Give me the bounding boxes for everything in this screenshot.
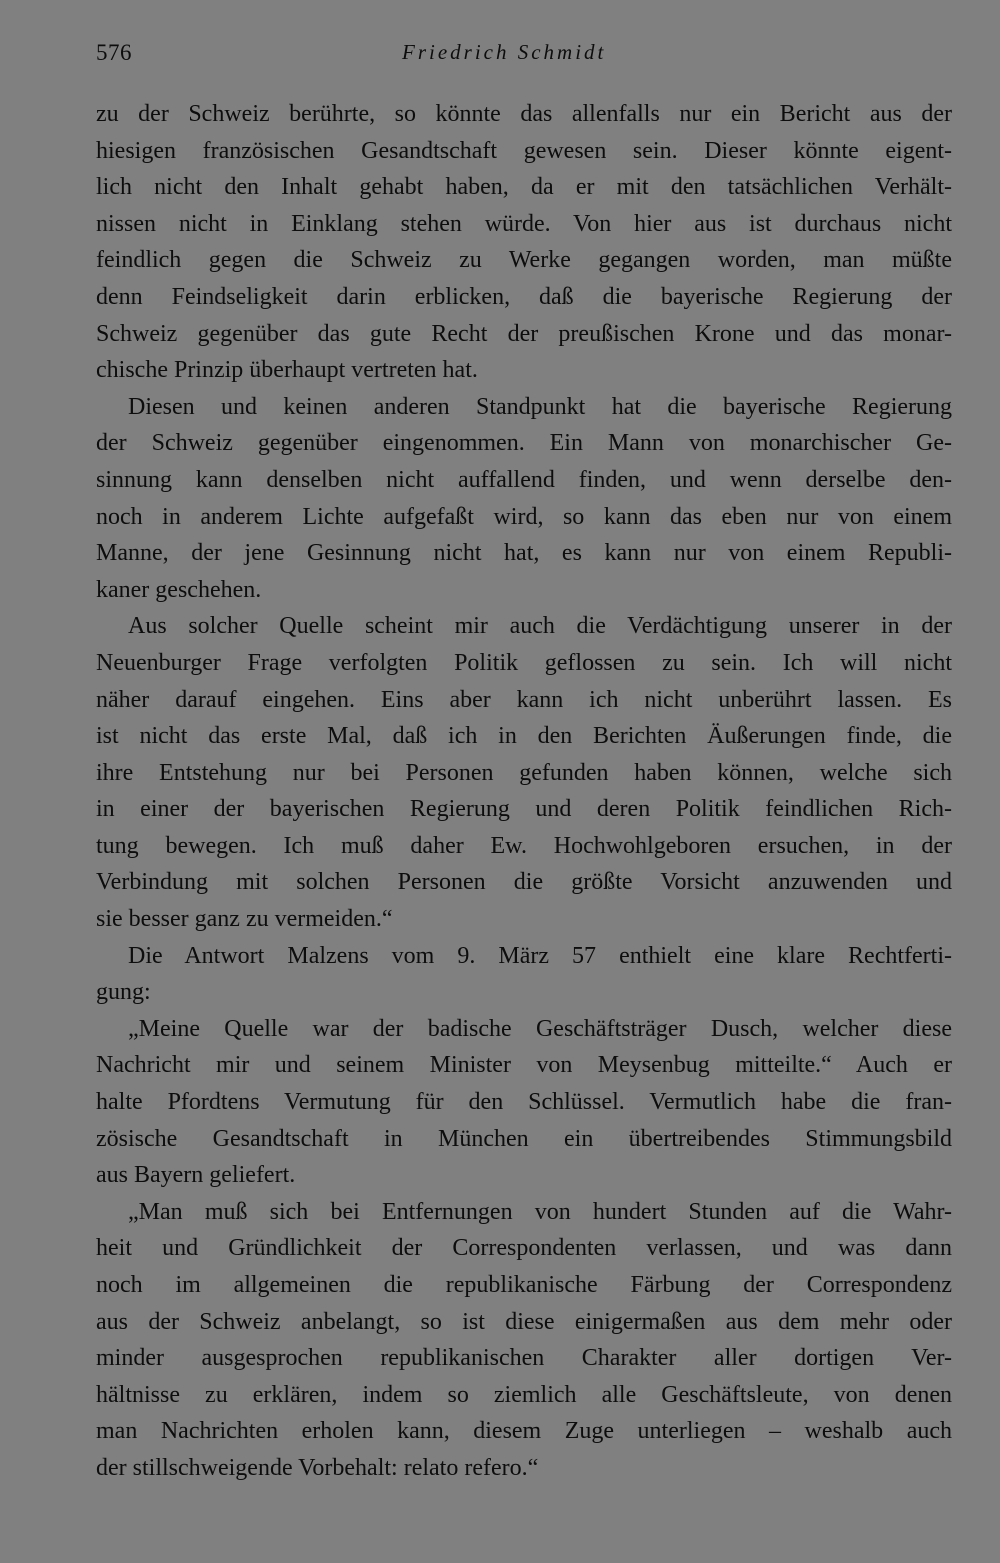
text-line: Nachricht mir und seinem Minister von Meysenbug mitteilte.“ Auch er [96, 1052, 952, 1079]
text-line: chische Prinzip überhaupt vertreten hat. [96, 357, 478, 384]
text-line: ihre Entstehung nur bei Personen gefunden haben können, welche sich [96, 759, 952, 786]
text-line: hältnisse zu erklären, indem so ziemlich alle Geschäftsleute, von denen [96, 1381, 952, 1408]
text-line: aus Bayern geliefert. [96, 1162, 296, 1189]
running-head: Friedrich Schmidt [402, 40, 607, 64]
text-line: der Schweiz gegenüber eingenommen. Ein Mann von monarchischer Ge- [96, 430, 952, 457]
text-line: näher darauf eingehen. Eins aber kann ich nicht unberührt lassen. Es [96, 686, 952, 713]
text-line: der stillschweigende Vorbehalt: relato refero.“ [96, 1454, 539, 1481]
text-line: Diesen und keinen anderen Standpunkt hat die bayerische Regierung [128, 393, 952, 420]
page-number: 576 [96, 40, 132, 65]
text-line: lich nicht den Inhalt gehabt haben, da er mit den tatsächlichen Verhält- [96, 174, 952, 201]
text-line: hiesigen französischen Gesandtschaft gewesen sein. Dieser könnte eigent- [96, 137, 952, 164]
text-line: Schweiz gegenüber das gute Recht der preußischen Krone und das monar- [96, 320, 952, 347]
text-line: minder ausgesprochen republikanischen Charakter aller dortigen Ver- [96, 1345, 952, 1372]
text-line: Manne, der jene Gesinnung nicht hat, es kann nur von einem Republi- [96, 540, 952, 567]
body-text [96, 100, 952, 1491]
text-line: sie besser ganz zu vermeiden.“ [96, 906, 393, 933]
text-line: Neuenburger Frage verfolgten Politik geflossen zu sein. Ich will nicht [96, 649, 952, 676]
text-line: feindlich gegen die Schweiz zu Werke gegangen worden, man müßte [96, 247, 952, 274]
text-line: denn Feindseligkeit darin erblicken, daß die bayerische Regierung der [96, 283, 952, 310]
text-line: noch im allgemeinen die republikanische Färbung der Correspondenz [96, 1272, 952, 1298]
text-line: Die Antwort Malzens vom 9. März 57 enthielt eine klare Rechtferti- [128, 942, 952, 969]
text-line: Aus solcher Quelle scheint mir auch die Verdächtigung unserer in der [128, 613, 952, 640]
text-line: kaner geschehen. [96, 576, 262, 603]
text-line: man Nachrichten erholen kann, diesem Zuge unterliegen – weshalb auch [96, 1418, 952, 1445]
text-line: heit und Gründlichkeit der Correspondenten verlassen, und was dann [96, 1235, 952, 1262]
text-line: Verbindung mit solchen Personen die größte Vorsicht anzuwenden und [96, 869, 952, 896]
text-line: „Man muß sich bei Entfernungen von hundert Stunden auf die Wahr- [128, 1198, 952, 1225]
text-line: zu der Schweiz berührte, so könnte das allenfalls nur ein Bericht aus der [96, 101, 952, 127]
text-line: ist nicht das erste Mal, daß ich in den Berichten Äußerungen finde, die [96, 723, 952, 750]
text-line: „Meine Quelle war der badische Geschäftsträger Dusch, welcher diese [128, 1015, 952, 1042]
text-line: halte Pfordtens Vermutung für den Schlüssel. Vermutlich habe die fran- [96, 1089, 952, 1116]
text-line: aus der Schweiz anbelangt, so ist diese einigermaßen aus dem mehr oder [96, 1308, 952, 1335]
text-line: tung bewegen. Ich muß daher Ew. Hochwohlgeboren ersuchen, in der [96, 832, 952, 859]
text-line: nissen nicht in Einklang stehen würde. Von hier aus ist durchaus nicht [96, 210, 952, 237]
text-line: sinnung kann denselben nicht auffallend finden, und wenn derselbe den- [96, 466, 952, 493]
page-header [96, 40, 656, 76]
text-line: in einer der bayerischen Regierung und deren Politik feindlichen Rich- [96, 796, 952, 823]
text-line: gung: [96, 979, 151, 1006]
text-line: noch in anderem Lichte aufgefaßt wird, so kann das eben nur von einem [96, 503, 952, 530]
text-line: zösische Gesandtschaft in München ein übertreibendes Stimmungsbild [96, 1125, 952, 1152]
